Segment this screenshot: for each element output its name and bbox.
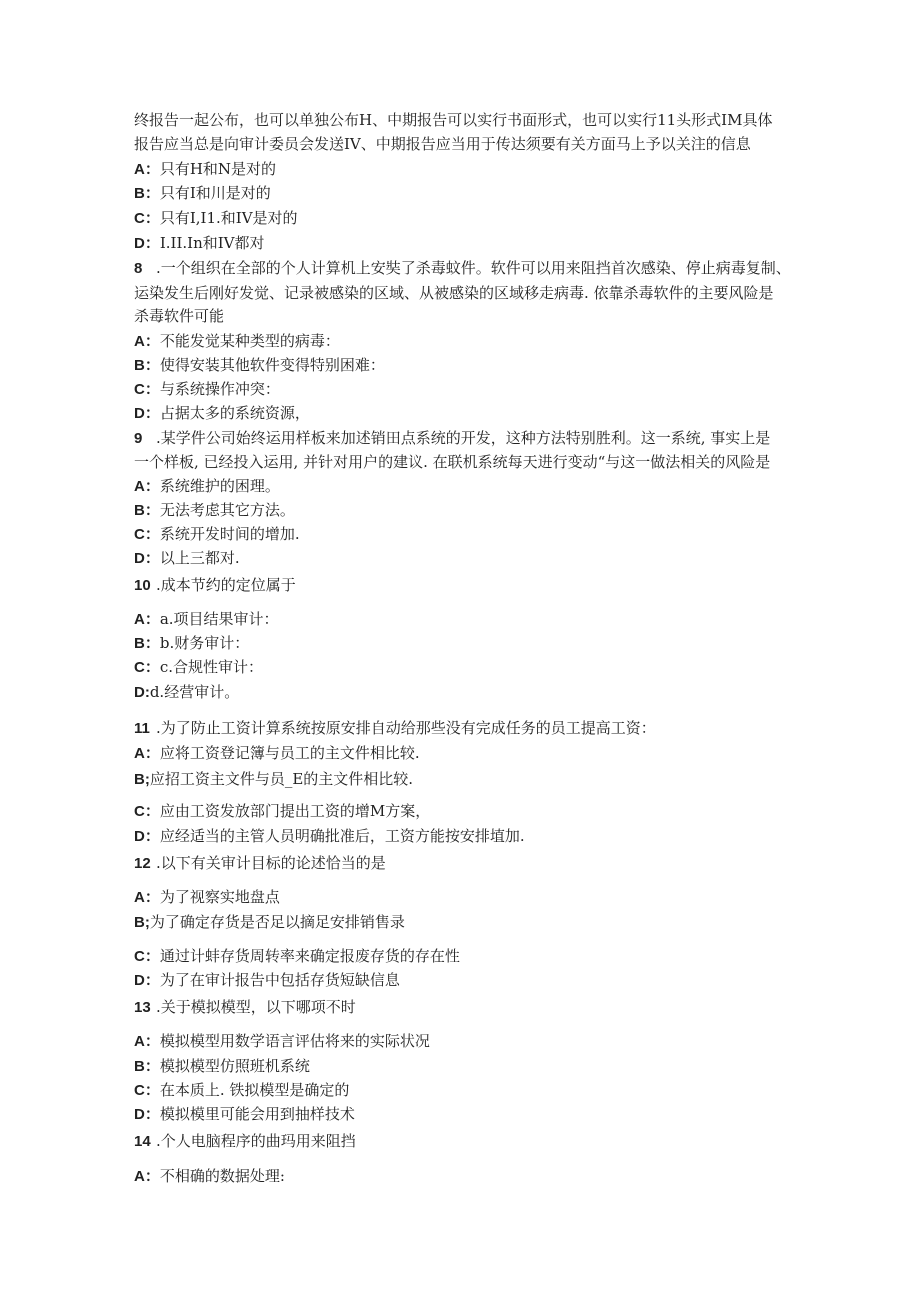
answer-option	[134, 548, 794, 569]
answer-option	[134, 633, 794, 654]
answer-option	[134, 801, 794, 822]
option-text: b.财务审计：	[159, 634, 250, 652]
answer-option	[134, 159, 794, 180]
answer-option	[134, 208, 794, 229]
answer-option	[134, 233, 794, 254]
paragraph-line: 运染发生后刚好发觉、记录被感染的区域、从被感染的区域移走病毒. 依靠杀毒软件的主要风险是	[134, 284, 774, 302]
option-text: 使得安装其他软件变得特别困难：	[159, 356, 385, 374]
option-key: B：	[134, 1058, 160, 1075]
answer-option	[134, 1031, 794, 1052]
option-text: 通过计蚌存货周转率来确定报废存货的存在性	[159, 947, 460, 965]
answer-option	[134, 524, 794, 545]
option-key: A：	[134, 333, 160, 350]
option-key: A：	[134, 745, 160, 762]
option-text: 以上三都对.	[159, 549, 240, 567]
option-text: 只有I和川是对的	[159, 184, 271, 202]
answer-option	[134, 769, 794, 790]
question-number: 14	[134, 1133, 151, 1150]
option-text: 系统开发时间的增加.	[159, 525, 300, 543]
question-number: 13	[134, 999, 151, 1016]
question-stem	[134, 853, 794, 874]
answer-option	[134, 403, 794, 424]
option-key: C：	[134, 210, 160, 227]
option-key: D：	[134, 828, 160, 845]
question-text: .关于模拟模型，以下哪项不时	[156, 998, 356, 1016]
option-key: B：	[134, 502, 160, 519]
answer-option	[134, 1104, 794, 1125]
option-key: D：	[134, 405, 160, 422]
question-text: .以下有关审计目标的论述恰当的是	[156, 854, 386, 872]
option-text: 不能发觉某种类型的病毒：	[159, 332, 340, 350]
question-stem	[134, 1131, 794, 1152]
question-stem	[134, 718, 794, 739]
option-text: 与系统操作冲突：	[159, 380, 280, 398]
answer-option	[134, 183, 794, 204]
option-text: I.II.In和IV都对	[159, 234, 265, 252]
option-text: 无法考虑其它方法。	[159, 501, 295, 519]
question-number: 10	[134, 577, 151, 594]
paragraph-line: 报告应当总是向审计委员会发送IV、中期报告应当用于传达须要有关方面马上予以关注的信息	[134, 135, 751, 153]
option-key: A：	[134, 478, 160, 495]
option-key: D：	[134, 550, 160, 567]
option-text: 占据太多的系统资源，	[159, 404, 310, 422]
option-key: D：	[134, 972, 160, 989]
option-key: D：	[134, 235, 160, 252]
answer-option	[134, 1080, 794, 1101]
option-key: C：	[134, 1082, 160, 1099]
option-key: C：	[134, 803, 160, 820]
option-key: B：	[134, 185, 160, 202]
question-text: .某学件公司始终运用样板来加述销田点系统的开发，这种方法特别胜利。这一系统, 事实上是	[156, 429, 771, 447]
option-key: A：	[134, 889, 160, 906]
option-text: 模拟模型用数学语言评估将来的实际状况	[159, 1032, 430, 1050]
question-number: 11	[134, 720, 150, 737]
option-text: 为了视察实地盘点	[159, 888, 280, 906]
question-text: .成本节约的定位属于	[156, 576, 296, 594]
option-key: D:	[134, 684, 150, 701]
answer-option	[134, 743, 794, 764]
option-key: C：	[134, 659, 160, 676]
question-stem	[134, 575, 794, 596]
question-text: .为了防止工资计算系统按原安排自动给那些没有完成任务的员工提高工资：	[156, 719, 656, 737]
question-stem	[134, 428, 794, 449]
option-text: 应经适当的主管人员明确批准后，工资方能按安排埴加.	[159, 827, 525, 845]
answer-option	[134, 1166, 794, 1187]
option-text: 为了在审计报告中包括存货短缺信息	[159, 971, 400, 989]
question-text: .一个组织在全部的个人计算机上安奘了杀毒蚊件。软件可以用来阻挡首次感染、停止病毒复制、	[156, 259, 791, 277]
option-text: 系统维护的困理。	[159, 477, 280, 495]
answer-option	[134, 609, 794, 630]
answer-option	[134, 355, 794, 376]
option-text: 只有H和N是对的	[159, 160, 277, 178]
option-text: 只有I,I1.和IV是对的	[159, 209, 298, 227]
option-text: c.合规性审计：	[159, 658, 264, 676]
option-key: A：	[134, 1033, 160, 1050]
answer-option	[134, 912, 794, 933]
option-key: B：	[134, 357, 160, 374]
option-text: 应将工资登记簿与员工的主文件相比较.	[159, 744, 420, 762]
answer-option	[134, 970, 794, 991]
answer-option	[134, 887, 794, 908]
answer-option	[134, 379, 794, 400]
question-number: 8	[134, 260, 143, 277]
answer-option	[134, 657, 794, 678]
option-key: C：	[134, 381, 160, 398]
option-key: B：	[134, 635, 160, 652]
answer-option	[134, 826, 794, 847]
option-text: 在本质上. 铁拟模型是确定的	[159, 1081, 350, 1099]
option-key: A：	[134, 1168, 160, 1185]
option-key: B;	[134, 914, 150, 931]
answer-option	[134, 476, 794, 497]
option-text: 模拟模型仿照班机系统	[159, 1057, 310, 1075]
option-text: a.项目结果审计：	[159, 610, 279, 628]
option-key: B;	[134, 771, 150, 788]
question-text: .个人电脑程序的曲玛用来阻挡	[156, 1132, 356, 1150]
question-number: 12	[134, 855, 151, 872]
answer-option	[134, 331, 794, 352]
answer-option	[134, 500, 794, 521]
paragraph-line: 终报告一起公布，也可以单独公布H、中期报告可以实行书面形式，也可以实行11头形式IM具体	[134, 111, 773, 129]
option-text: 模拟模里可能会用到抽样技术	[159, 1105, 355, 1123]
question-stem	[134, 258, 794, 279]
option-key: C：	[134, 948, 160, 965]
option-key: D：	[134, 1106, 160, 1123]
option-key: A：	[134, 161, 160, 178]
option-text: d.经营审计。	[149, 683, 240, 701]
paragraph-line: 一个样板, 已经投入运用, 并针对用户的建议. 在联机系统每天进行变动“与这一做法相关的风险是	[134, 453, 771, 471]
question-number: 9	[134, 430, 143, 447]
option-key: C：	[134, 526, 160, 543]
answer-option	[134, 682, 794, 703]
option-text: 应招工资主文件与员_E的主文件相比较.	[149, 770, 414, 788]
option-text: 为了确定存货是否足以摘足安排销售录	[149, 913, 405, 931]
paragraph-line: 杀毒软件可能	[134, 307, 225, 325]
option-text: 应由工资发放部门提出工资的增M方案，	[159, 802, 431, 820]
option-key: A：	[134, 611, 160, 628]
answer-option	[134, 1056, 794, 1077]
answer-option	[134, 946, 794, 967]
question-stem	[134, 997, 794, 1018]
option-text: 不相确的数据处理:	[159, 1167, 285, 1185]
